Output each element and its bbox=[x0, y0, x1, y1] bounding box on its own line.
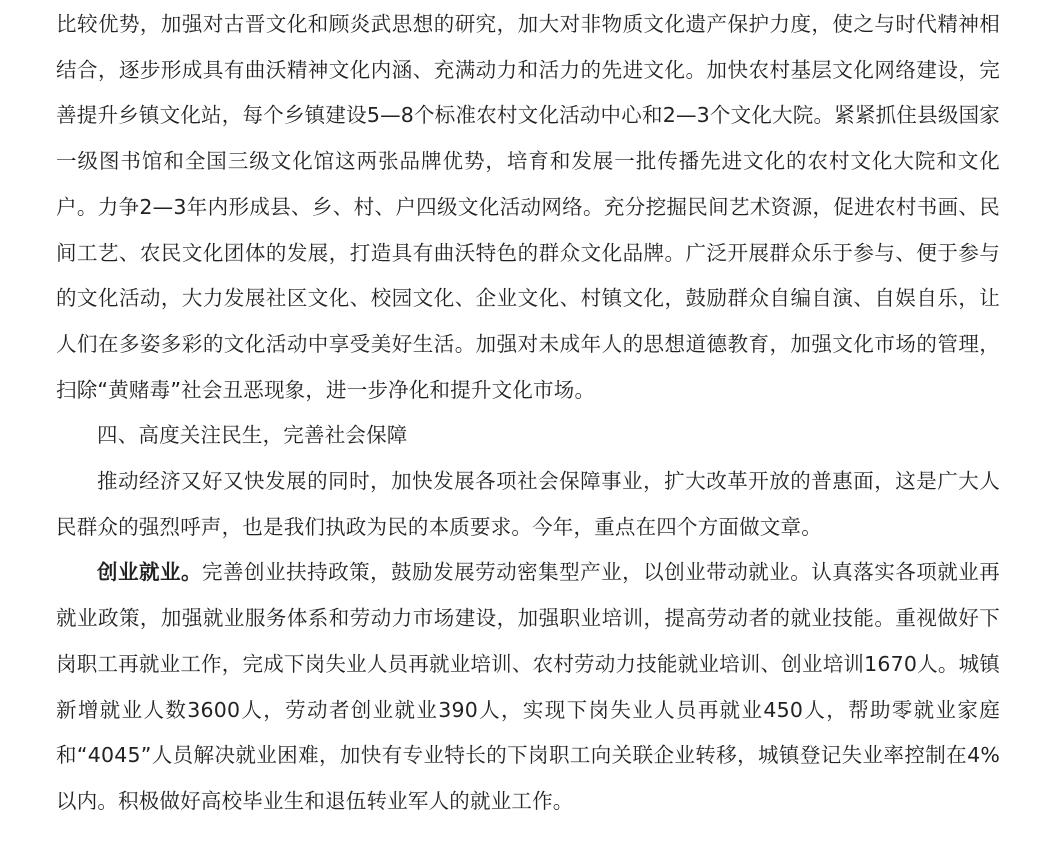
paragraph-culture: 比较优势，加强对古晋文化和顾炎武思想的研究，加大对非物质文化遗产保护力度，使之与时代精神相结合，逐步形成具有曲沃精神文化内涵、充满动力和活力的先进文化。加快农村基层文化网络建设，完善提升乡镇文化站，每个乡镇建设5—8个标准农村文化活动中心和2—3个文化大院。紧紧抓住县级国家一级图书馆和全国三级文化馆这两张品牌优势，培育和发展一批传播先进文化的农村文化大院和文化户。力争2—3年内形成县、乡、村、户四级文化活动网络。充分挖掘民间艺术资源，促进农村书画、民间工艺、农民文化团体的发展，打造具有曲沃特色的群众文化品牌。广泛开展群众乐于参与、便于参与的文化活动，大力发展社区文化、校园文化、企业文化、村镇文化，鼓励群众自编自演、自娱自乐，让人们在多姿多彩的文化活动中享受美好生活。加强对未成年人的思想道德教育，加强文化市场的管理，扫除“黄赌毒”社会丑恶现象，进一步净化和提升文化市场。 bbox=[56, 12, 1000, 402]
document-body bbox=[56, 0, 1000, 825]
paragraph-social-security-intro: 推动经济又好又快发展的同时，加快发展各项社会保障事业，扩大改革开放的普惠面，这是广大人民群众的强烈呼声，也是我们执政为民的本质要求。今年，重点在四个方面做文章。 bbox=[56, 469, 1000, 539]
paragraph-employment-body: 完善创业扶持政策，鼓励发展劳动密集型产业，以创业带动就业。认真落实各项就业再就业政策，加强就业服务体系和劳动力市场建设，加强职业培训，提高劳动者的就业技能。重视做好下岗职工再就业工作，完成下岗失业人员再就业培训、农村劳动力技能就业培训、创业培训1670人。城镇新增就业人数3600人，劳动者创业就业390人，实现下岗失业人员再就业450人，帮助零就业家庭和“4045”人员解决就业困难，加快有专业特长的下岗职工向关联企业转移，城镇登记失业率控制在4%以内。积极做好高校毕业生和退伍转业军人的就业工作。 bbox=[56, 560, 1001, 813]
section-heading: 四、高度关注民生，完善社会保障 bbox=[97, 423, 408, 448]
paragraph-lead-bold: 创业就业。 bbox=[97, 560, 203, 585]
paragraph-employment bbox=[56, 550, 1000, 824]
